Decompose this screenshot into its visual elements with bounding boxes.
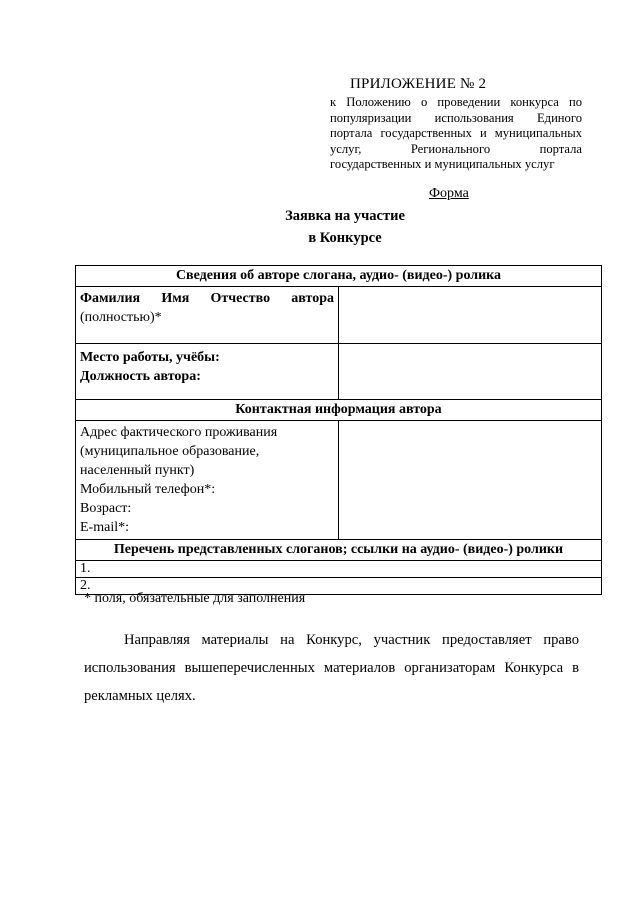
fio-word-name: Имя [161,291,190,306]
position-label: Должность автора: [80,369,201,384]
fio-label-cell [76,287,339,344]
title-line-2: в Конкурсе [308,230,382,246]
section-slogans-header: Перечень представленных слоганов; ссылки на аудио- (видео-) ролики [76,540,602,561]
required-fields-footnote: * поля, обязательные для заполнения [84,591,306,606]
slogan-row-1[interactable]: 1. [76,561,602,578]
address-label: Адрес фактического проживания [80,425,278,440]
slogan-row-2[interactable]: 2. [76,578,602,595]
workplace-label: Место работы, учёбы: [80,350,220,365]
appendix-text: к Положению о проведении конкурса по популяризации использования Единого портала государственных и муниципальных услуг, Регионального портала государственных и муниципальных услуг [330,95,582,171]
phone-label: Мобильный телефон*: [80,482,216,497]
document-title [0,205,640,249]
fio-word-author: автора [291,291,334,306]
consent-paragraph: Направляя материалы на Конкурс, участник предоставляет право использования вышеперечисленных материалов организаторам Конкурса в рекламных целях. [84,632,579,704]
work-value-cell[interactable] [339,344,602,400]
address-note-2: населенный пункт) [80,463,195,478]
address-note-1: (муниципальное образование, [80,444,260,459]
appendix-title: ПРИЛОЖЕНИЕ № 2 [350,76,487,92]
form-label: Форма [429,186,469,201]
fio-note: (полностью)* [80,310,162,325]
email-label: E-mail*: [80,520,129,535]
title-line-1: Заявка на участие [285,208,405,224]
appendix-header [330,76,582,173]
age-label: Возраст: [80,501,132,516]
section-author-header: Сведения об авторе слогана, аудио- (видео-) ролика [76,266,602,287]
fio-word-patronymic: Отчество [210,291,271,306]
contact-label-cell [76,421,339,540]
section-contact-header: Контактная информация автора [76,400,602,421]
fio-word-surname: Фамилия [80,291,141,306]
fio-label [80,289,334,308]
fio-value-cell[interactable] [339,287,602,344]
work-label-cell [76,344,339,400]
application-table [75,265,602,595]
contact-value-cell[interactable] [339,421,602,540]
